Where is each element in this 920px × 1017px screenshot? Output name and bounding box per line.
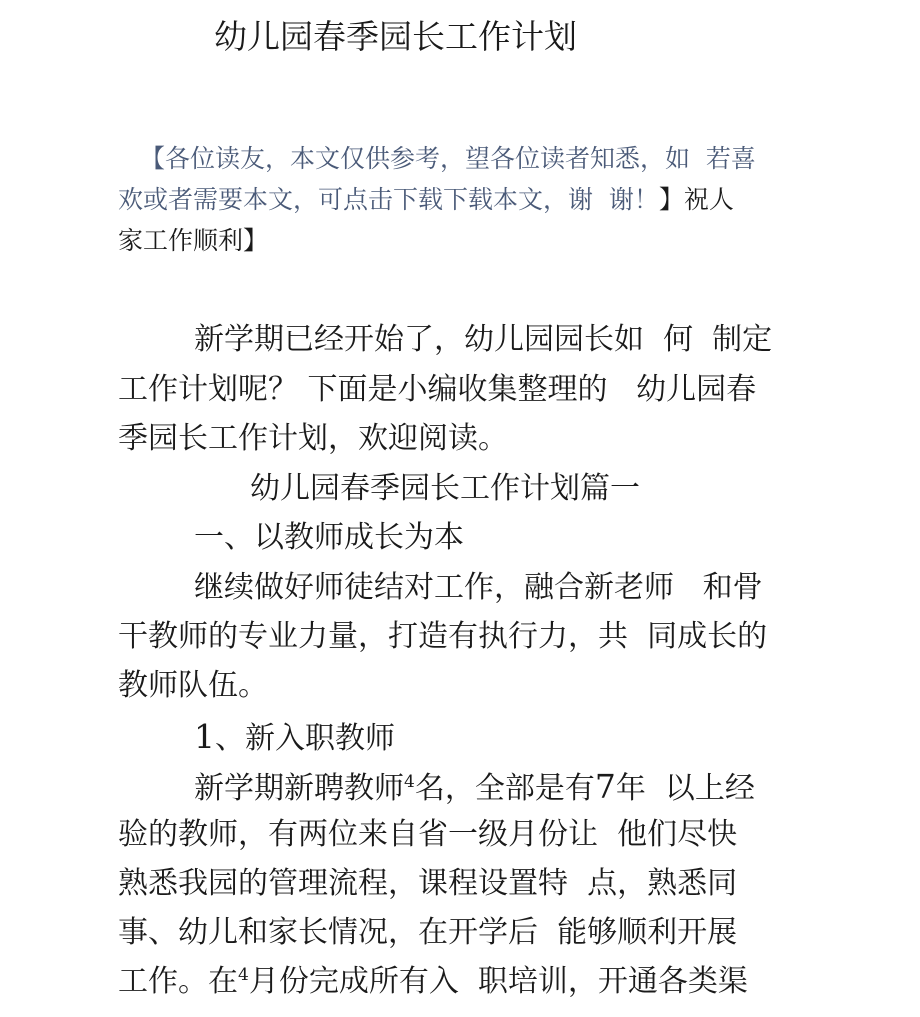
item1-line-4: 事、幼儿和家长情况，在开学后 能够顺利开展 xyxy=(118,915,738,950)
part1-line-2: 干教师的专业力量，打造有执行力，共 同成长的 xyxy=(118,619,768,654)
notice-line-3: 家工作顺利】 xyxy=(118,226,269,255)
part1-line-1: 继续做好师徒结对工作，融合新老师 和骨 xyxy=(194,570,763,605)
part1-heading: 一、以教师成长为本 xyxy=(194,520,464,555)
item1-years: 7 xyxy=(594,767,616,806)
notice-line-2-text: 欢或者需要本文，可点击下载下载本文，谢 谢！ xyxy=(118,185,659,214)
item1-count-teachers: 4 xyxy=(404,772,415,792)
intro-line-3: 季园长工作计划，欢迎阅读。 xyxy=(118,421,508,456)
notice-line-2 xyxy=(118,187,734,212)
part1-line-3: 教师队伍。 xyxy=(118,668,268,703)
item1-line-1-c: 年 以上经 xyxy=(615,771,755,806)
item1-heading xyxy=(194,717,395,756)
item1-line-1-b: 名，全部是有 xyxy=(414,771,595,806)
item1-heading-text: 、新入职教师 xyxy=(215,721,395,756)
item1-line-5-b: 月份完成所有入 职培训，开通各类渠 xyxy=(248,964,748,999)
notice-line-2-tail: 】祝人 xyxy=(658,185,734,214)
item1-line-2: 验的教师，有两位来自省一级月份让 他们尽快 xyxy=(118,817,738,852)
item1-line-5 xyxy=(118,964,748,999)
intro-line-2: 工作计划呢？ 下面是小编收集整理的 幼儿园春 xyxy=(118,372,757,407)
section-heading: 幼儿园春季园长工作计划篇一 xyxy=(250,471,640,506)
item1-line-1-a: 新学期新聘教师 xyxy=(194,771,404,806)
item1-month: 4 xyxy=(238,965,249,985)
item1-line-5-a: 工作。在 xyxy=(118,964,238,999)
item1-line-3: 熟悉我园的管理流程，课程设置特 点，熟悉同 xyxy=(118,866,738,901)
item1-line-1 xyxy=(194,767,755,806)
item1-number: 1 xyxy=(194,717,215,756)
document-title: 幼儿园春季园长工作计划 xyxy=(214,17,577,56)
intro-line-1: 新学期已经开始了，幼儿园园长如 何 制定 xyxy=(194,322,773,357)
notice-line-1: 【各位读友，本文仅供参考，望各位读者知悉，如 若喜 xyxy=(140,144,756,173)
